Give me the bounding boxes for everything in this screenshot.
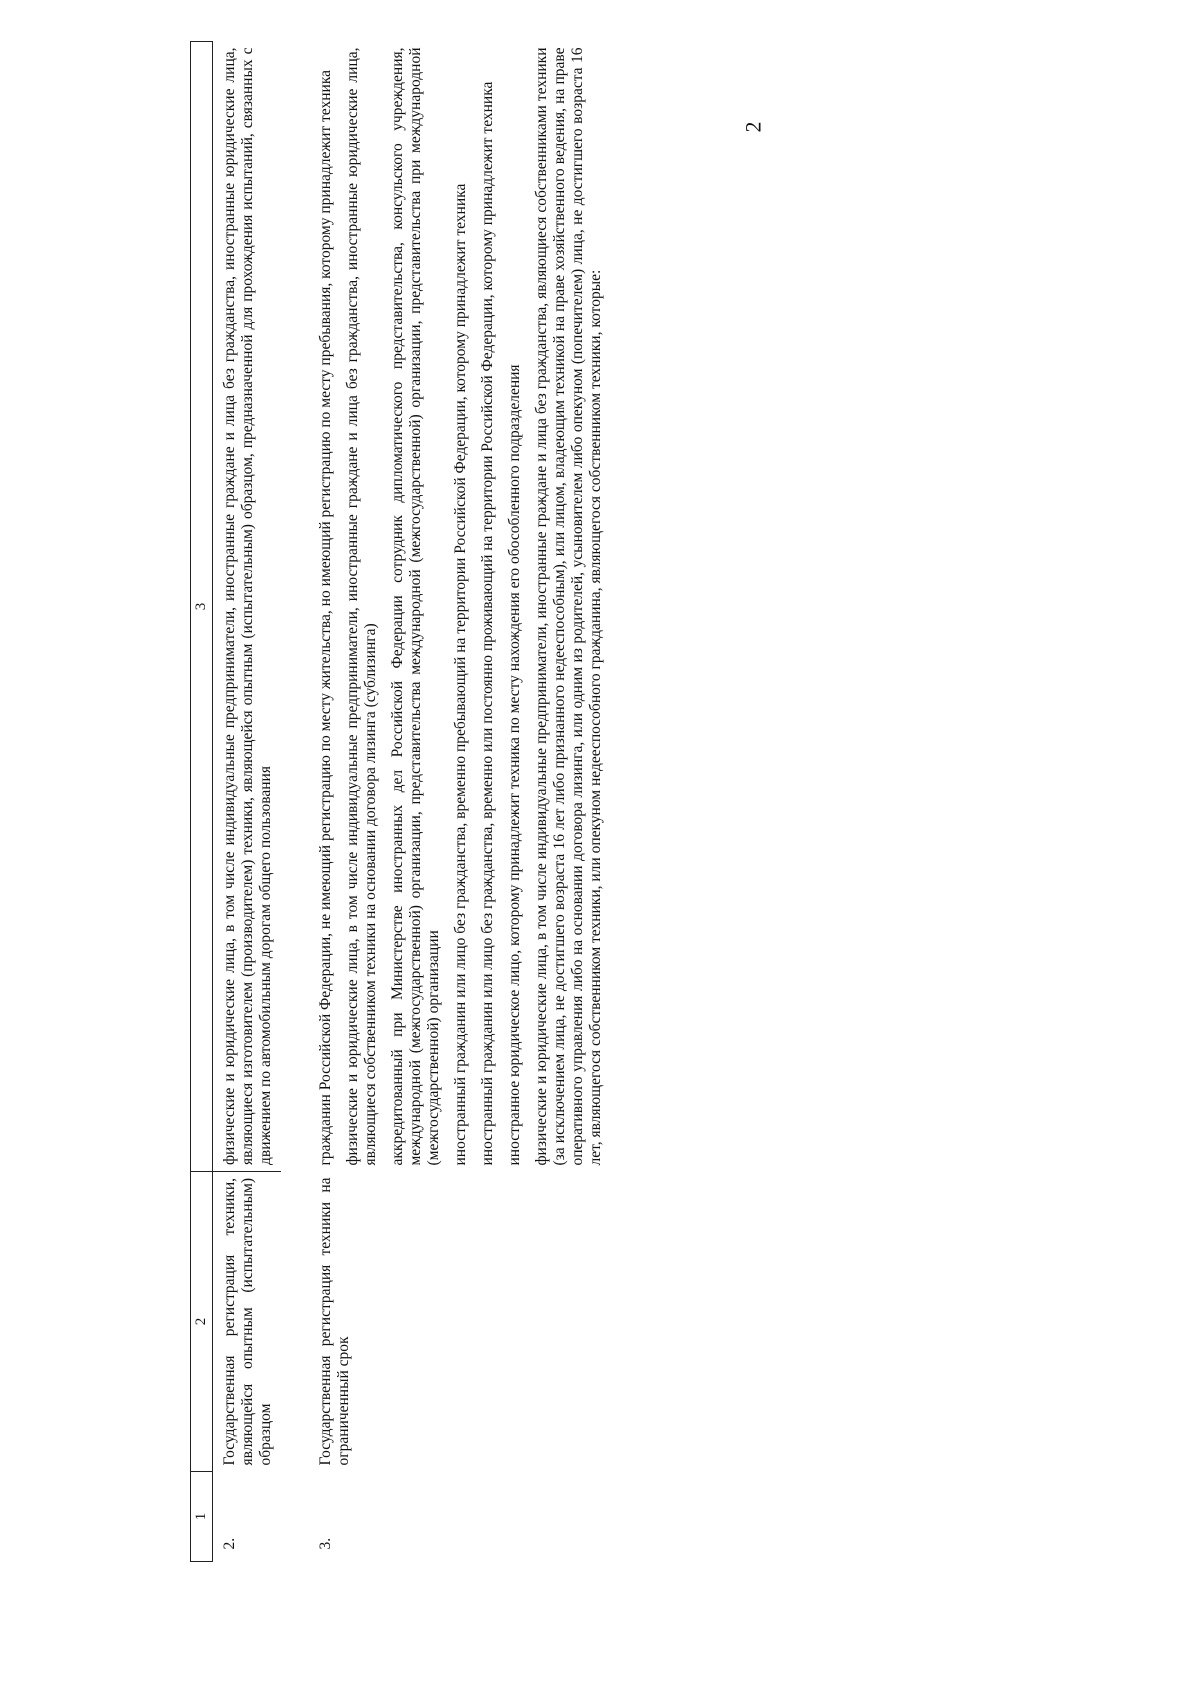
row-number: 2. bbox=[221, 1537, 238, 1550]
holder-paragraph: физические и юридические лица, в том числе индивидуальные предприниматели, иностранные граждане и лица без гражданства, иностранные юридические лица, являющиеся собственником техники на основании договора лизинга (сублизинга) bbox=[344, 47, 379, 1166]
holder-paragraph: иностранный гражданин или лицо без гражданства, временно или постоянно проживающий на территории Российской Федерации, которому принадлежит техника bbox=[479, 81, 496, 1166]
row-number: 3. bbox=[317, 1537, 334, 1550]
holder-paragraph: иностранный гражданин или лицо без гражданства, временно пребывающий на территории Российской Федерации, которому принадлежит техника bbox=[452, 183, 469, 1166]
row-spacer bbox=[281, 42, 312, 1562]
column-header-2: 2 bbox=[191, 1172, 213, 1472]
table-header-row bbox=[191, 42, 213, 1562]
procedure-cell: Государственная регистрация техники на ограниченный срок bbox=[317, 1177, 352, 1466]
holders-cell bbox=[312, 42, 611, 1172]
table-row bbox=[312, 42, 611, 1562]
column-header-3: 3 bbox=[191, 42, 213, 1172]
holder-paragraph: физические и юридические лица, в том числе индивидуальные предприниматели, иностранные граждане и лица без гражданства, являющиеся собственниками техники (за исключением лица, не достигшего возраста 16 лет либо признанного недееспособным), или лицом, владеющим техникой на праве хозяйственного ведения, на праве оперативного управления либо на основании договора лизинга, или одним из родителей, усыновителем либо опекуном (попечителем) лица, не достигшего возраста 16 лет, являющегося собственником техники, или опекуном недееспособного гражданина, являющегося собственником техники, которые: bbox=[533, 47, 604, 1166]
registration-table-sheet bbox=[190, 42, 1050, 1562]
page-number: 2 bbox=[740, 121, 766, 133]
holder-paragraph: физические и юридические лица, в том числе индивидуальные предприниматели, иностранные граждане и лица без гражданства, иностранные юридические лица, являющиеся изготовителем (производителем) техники, являющейся опытным (испытательным) образцом, предназначенной для прохождения испытаний, связанных с движением по автомобильным дорогам общего пользования bbox=[221, 47, 274, 1165]
procedure-cell: Государственная регистрация техники, являющейся опытным (испытательным) образцом bbox=[221, 1178, 274, 1466]
registration-table bbox=[190, 41, 611, 1562]
holders-cell bbox=[213, 42, 282, 1172]
holder-paragraph: гражданин Российской Федерации, не имеющий регистрацию по месту жительства, но имеющий регистрацию по месту пребывания, которому принадлежит техника bbox=[317, 70, 334, 1166]
holder-paragraph: иностранное юридическое лицо, которому принадлежит техника по месту нахождения его обособленного подразделения bbox=[506, 364, 523, 1166]
table-row bbox=[213, 42, 282, 1562]
column-header-1: 1 bbox=[191, 1472, 213, 1562]
holder-paragraph: аккредитованный при Министерстве иностранных дел Российской Федерации сотрудник дипломатического представительства, консульского учреждения, международной (межгосударственной) организации, представительства международной (межгосударственной) организации, представительства при международной (межгосударственной) организации bbox=[389, 47, 442, 1166]
